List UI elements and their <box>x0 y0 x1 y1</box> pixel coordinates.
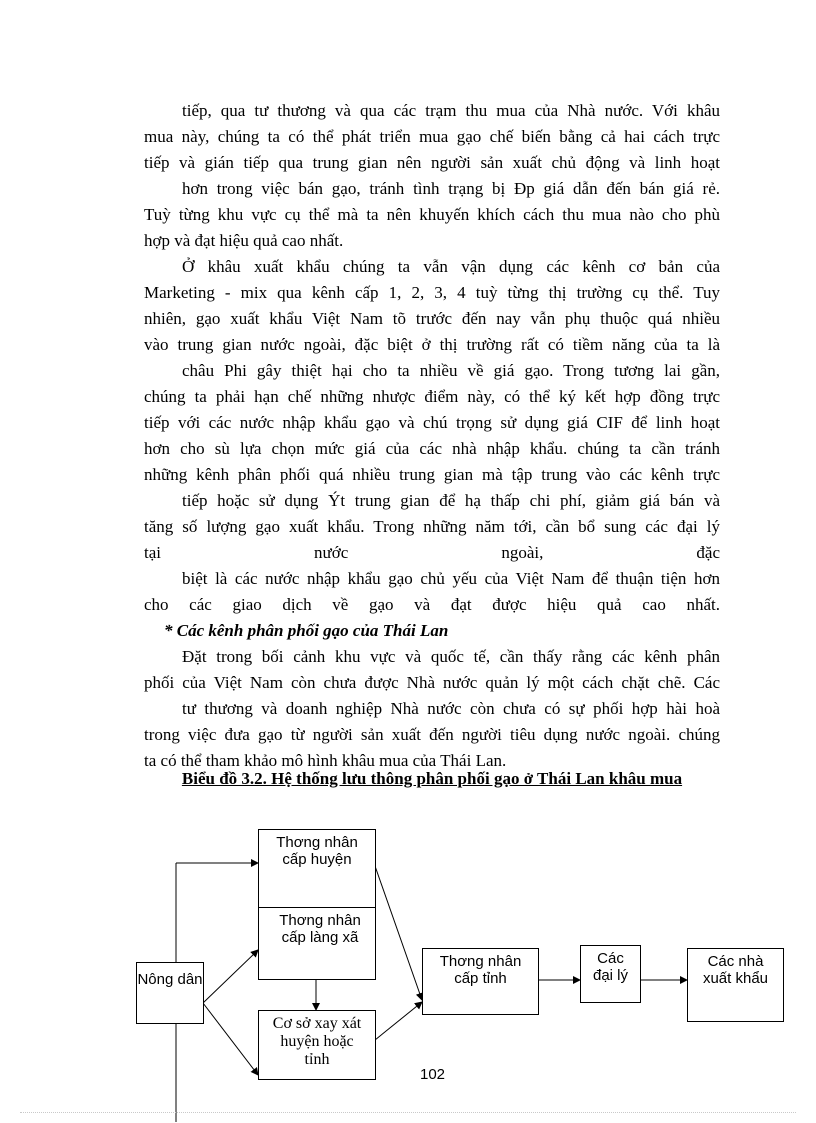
text-line: Đặt trong bối cảnh khu vực và quốc tế, cần thấy rằng các kênh phân <box>182 647 720 666</box>
box-label: Thơng nhân cấp tỉnh <box>439 953 522 987</box>
connector-arrow <box>203 1003 258 1075</box>
text-line: vào trung gian nước ngoài, đặc biệt ở thị trường rất có tiềm năng của ta là <box>144 335 720 354</box>
text-line: tiếp hoặc sử dụng Ýt trung gian để hạ thấp chi phí, giảm giá bán và <box>182 491 720 510</box>
text-line: phối của Việt Nam còn chưa được Nhà nước quản lý một cách chặt chẽ. Các <box>144 673 720 692</box>
text-line: tại nước ngoài, đặc <box>144 543 720 562</box>
text-line: hơn trong việc bán gạo, tránh tình trạng bị Ðp giá dẫn đến bán giá rẻ. <box>182 179 720 198</box>
text-line: cho các giao dịch về gạo và đạt được hiệu quả cao nhất. <box>144 595 720 614</box>
text-line: ta có thể tham khảo mô hình khâu mua của Thái Lan. <box>144 751 507 770</box>
text-line: những kênh phân phối quá nhiều trung gian mà tập trung vào các kênh trực <box>144 465 720 484</box>
box-label: Cơ sở xay xát huyện hoặc tỉnh <box>272 1015 362 1068</box>
box-label: Các nhà xuất khẩu <box>702 953 769 987</box>
text-line: biệt là các nước nhập khẩu gạo chủ yếu của Việt Nam để thuận tiện hơn <box>182 569 720 588</box>
text-line: tiếp, qua tư thương và qua các trạm thu mua của Nhà nước. Với khâu <box>182 101 720 120</box>
text-line: Marketing - mix qua kênh cấp 1, 2, 3, 4 tuỳ từng thị trường cụ thể. Tuy <box>144 283 720 302</box>
box-thuong-nhan-lang <box>258 907 376 980</box>
box-dai-ly <box>580 945 641 1003</box>
figure-caption: Biểu đồ 3.2. Hệ thống lưu thông phân phối gạo ở Thái Lan khâu mua <box>181 769 683 788</box>
box-label: Các đại lý <box>592 950 629 984</box>
box-label: Nông dân <box>137 971 203 988</box>
text-line: Ở khâu xuất khẩu chúng ta vẫn vận dụng các kênh cơ bản của <box>182 257 720 276</box>
box-thuong-nhan-huyen <box>258 829 376 908</box>
box-co-so-xay-xat <box>258 1010 376 1080</box>
footer-divider <box>20 1112 796 1113</box>
text-line: châu Phi gây thiệt hại cho ta nhiều về giá gạo. Trong tương lai gần, <box>182 361 720 380</box>
text-line: tiếp và gián tiếp qua trung gian nên người sản xuất chủ động và linh hoạt <box>144 153 720 172</box>
text-line: tư thương và doanh nghiệp Nhà nước còn chưa có sự phối hợp hài hoà <box>182 699 720 718</box>
text-line: mua này, chúng ta có thể phát triển mua gạo chế biến bằng cả hai cách trực <box>144 127 720 146</box>
box-label: Thơng nhân cấp huyện <box>276 834 358 868</box>
text-line: chúng ta phải hạn chế những nhược điểm này, có thể ký kết hợp đồng trực <box>144 387 720 406</box>
text-line: tiếp với các nước nhập khẩu gạo và chú trọng sử dụng giá CIF để linh hoạt <box>144 413 720 432</box>
box-thuong-nhan-tinh <box>422 948 539 1015</box>
section-heading: * Các kênh phân phối gạo của Thái Lan <box>164 621 449 640</box>
text-line: Tuỳ từng khu vực cụ thể mà ta nên khuyến khích cách thu mua nào cho phù <box>144 205 720 224</box>
text-line: tăng số lượng gạo xuất khẩu. Trong những năm tới, cần bổ sung các đại lý <box>144 517 720 536</box>
text-line: hợp và đạt hiệu quả cao nhất. <box>144 231 344 250</box>
text-line: trong việc đưa gạo từ người sản xuất đến người tiêu dụng nước ngoài. chúng <box>144 725 720 744</box>
box-nha-xuat-khau <box>687 948 784 1022</box>
text-line: nhiên, gạo xuất khẩu Việt Nam tõ trước đến nay vẫn phụ thuộc quá nhiều <box>144 309 720 328</box>
connector-arrow <box>203 950 258 1003</box>
box-nong-dan <box>136 962 204 1024</box>
connector-arrow <box>375 866 422 1000</box>
box-label: Thơng nhân cấp làng xã <box>279 912 361 946</box>
text-line: hơn cho sù lựa chọn mức giá của các nhà nhập khẩu. chúng ta cần tránh <box>144 439 720 458</box>
connector-arrow <box>375 1002 422 1040</box>
page-number: 102 <box>420 1066 446 1083</box>
